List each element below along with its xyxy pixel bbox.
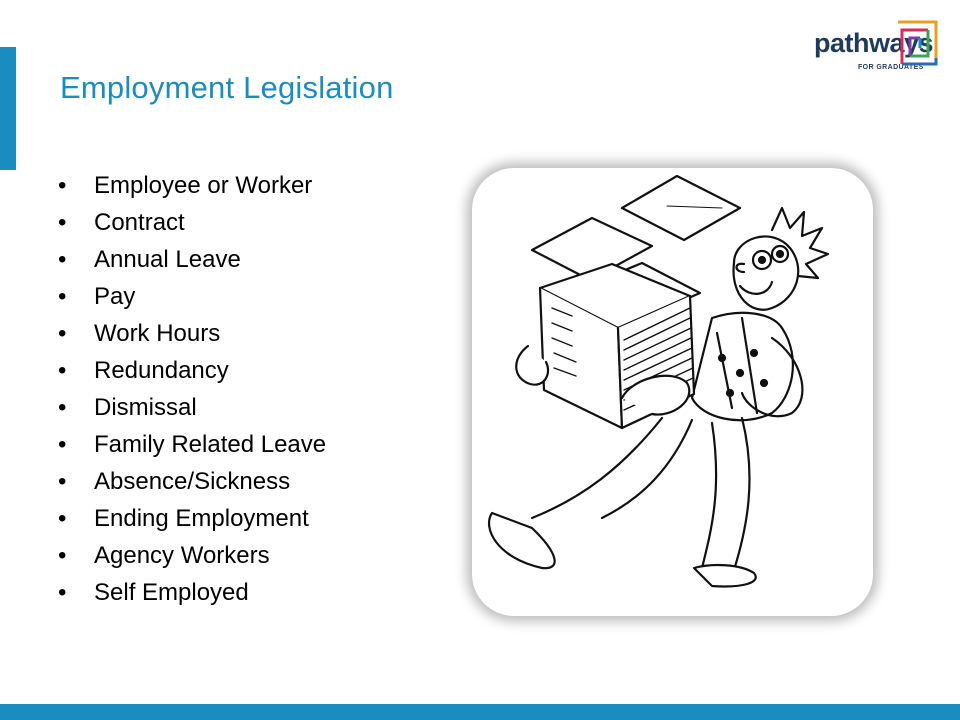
list-item: [58, 315, 326, 352]
bullet-marker: •: [58, 394, 67, 421]
list-item-label: Agency Workers: [94, 542, 270, 569]
list-item-label: Annual Leave: [94, 246, 241, 273]
bullet-marker: •: [58, 246, 67, 273]
list-item-label: Self Employed: [94, 579, 249, 606]
list-item: [58, 167, 326, 204]
logo-subtitle: FOR GRADUATES: [858, 64, 924, 71]
bullet-marker: •: [58, 431, 67, 458]
topic-bullet-list: [58, 167, 326, 611]
bullet-marker: •: [58, 579, 67, 606]
footer-bar: [0, 704, 960, 720]
list-item: [58, 537, 326, 574]
illustration-frame: [472, 168, 873, 616]
list-item-label: Employee or Worker: [94, 172, 313, 199]
list-item-label: Ending Employment: [94, 505, 309, 532]
list-item-label: Dismissal: [94, 394, 197, 421]
list-item: [58, 241, 326, 278]
list-item: [58, 389, 326, 426]
bullet-marker: •: [58, 468, 67, 495]
list-item-label: Pay: [94, 283, 136, 310]
maze-logo-icon: [892, 18, 942, 70]
bullet-marker: •: [58, 542, 67, 569]
bullet-marker: •: [58, 172, 67, 199]
list-item: [58, 426, 326, 463]
bullet-marker: •: [58, 357, 67, 384]
list-item: [58, 500, 326, 537]
list-item: [58, 278, 326, 315]
man-carrying-papers-illustration: [472, 168, 873, 616]
list-item-label: Redundancy: [94, 357, 229, 384]
list-item-label: Work Hours: [94, 320, 221, 347]
pathways-logo: [808, 16, 948, 76]
slide-title: Employment Legislation: [60, 70, 394, 105]
bullet-marker: •: [58, 209, 67, 236]
bullet-marker: •: [58, 283, 67, 310]
list-item-label: Contract: [94, 209, 185, 236]
list-item-label: Family Related Leave: [94, 431, 327, 458]
list-item: [58, 204, 326, 241]
bullet-marker: •: [58, 320, 67, 347]
list-item: [58, 574, 326, 611]
logo-wordmark: pathways: [814, 28, 934, 58]
list-item: [58, 352, 326, 389]
list-item-label: Absence/Sickness: [94, 468, 291, 495]
bullet-marker: •: [58, 505, 67, 532]
title-accent-bar: [0, 47, 16, 170]
list-item: [58, 463, 326, 500]
